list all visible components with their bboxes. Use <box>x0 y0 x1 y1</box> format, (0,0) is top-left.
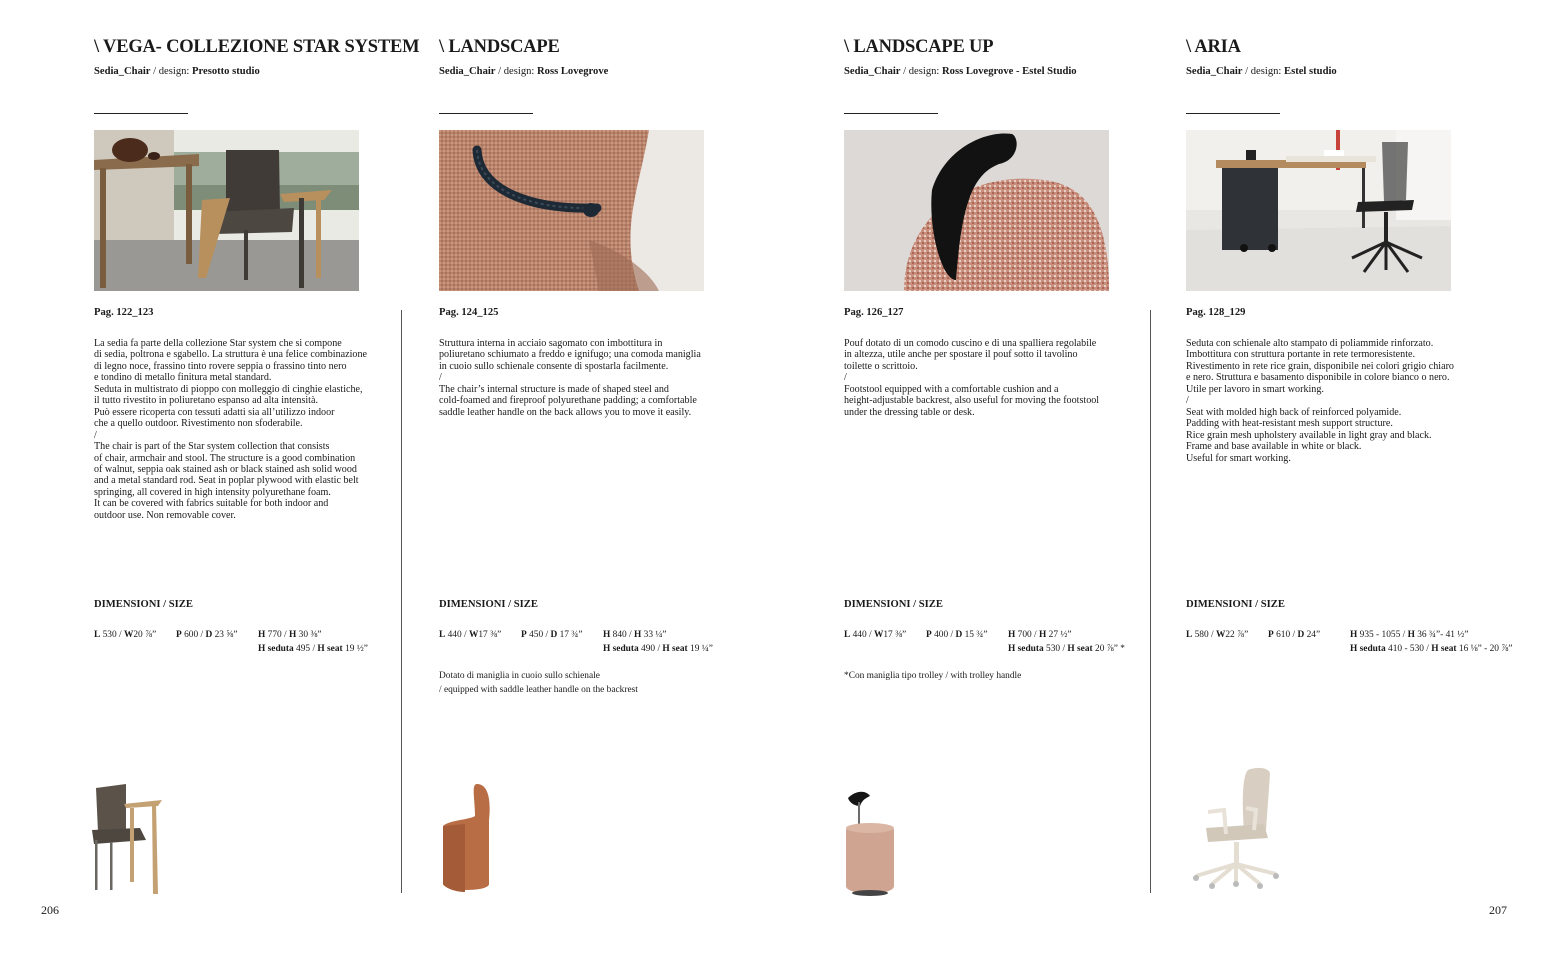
page-reference: Pag. 122_123 <box>94 307 154 318</box>
product-description <box>1186 338 1454 464</box>
column-divider <box>401 310 402 893</box>
page-number-left: 206 <box>41 903 59 917</box>
description-line: Footstool equipped with a comfortable cushion and a <box>844 383 1059 395</box>
dimension-height: H 700 / H 27 ½” H seduta 530 / H seat 20 ⅞” * <box>1008 630 1125 654</box>
description-line: e nero. Struttura e basamento disponibile in colore bianco o nero. <box>1186 372 1450 384</box>
product-type: Sedia_Chair <box>94 66 151 77</box>
dimension-height: H 840 / H 33 ¼” H seduta 490 / H seat 19 ¼” <box>603 630 713 654</box>
description-line: The chair is part of the Star system collection that consists <box>94 441 330 453</box>
product-photo <box>844 130 1109 291</box>
dimensions-heading: DIMENSIONI / SIZE <box>439 599 538 610</box>
dimension-depth: P 450 / D 17 ¾” <box>521 630 583 640</box>
page-reference: Pag. 128_129 <box>1186 307 1246 318</box>
description-line: Può essere ricoperta con tessuti adatti sia all’utilizzo indoor <box>94 406 335 418</box>
description-line: / <box>94 429 97 441</box>
title-rule <box>439 113 533 114</box>
description-line: Rice grain mesh upholstery available in light gray and black. <box>1186 429 1432 441</box>
product-note <box>844 669 1021 683</box>
description-line: outdoor use. Non removable cover. <box>94 509 236 521</box>
product-column-landscape-up <box>844 0 1144 959</box>
description-line: height-adjustable backrest, also useful for moving the footstool <box>844 395 1100 407</box>
note-line: Dotato di maniglia in cuoio sullo schienale <box>439 671 600 681</box>
product-title: \ LANDSCAPE <box>439 37 560 57</box>
description-line: Seduta in multistrato di pioppo con molleggio di cinghie elastiche, <box>94 383 363 395</box>
description-line: il tutto rivestito in poliuretano espanso ad alta intensità. <box>94 395 318 407</box>
product-cutout-image <box>1186 764 1286 889</box>
title-rule <box>94 113 188 114</box>
description-line: Frame and base available in white or black. <box>1186 441 1362 453</box>
page-reference: Pag. 126_127 <box>844 307 904 318</box>
design-label: / design: <box>150 66 193 77</box>
dimension-length: L 440 / W17 ⅜” <box>844 630 907 640</box>
product-description <box>94 338 367 521</box>
dimensions-heading: DIMENSIONI / SIZE <box>94 599 193 610</box>
product-column-landscape <box>439 0 739 959</box>
product-description <box>439 338 701 418</box>
product-subtitle <box>94 66 260 77</box>
product-cutout-image <box>842 788 902 898</box>
description-line: La sedia fa parte della collezione Star system che si compone <box>94 338 342 349</box>
description-line: Struttura interna in acciaio sagomato con imbottitura in <box>439 338 663 349</box>
description-line: di sedia, poltrona e sgabello. La struttura è una felice combinazione <box>94 349 367 361</box>
designer-name: Estel studio <box>1284 66 1337 77</box>
description-line: / <box>844 372 847 384</box>
designer-name: Presotto studio <box>192 66 260 77</box>
product-title: \ LANDSCAPE UP <box>844 37 994 57</box>
design-label: / design: <box>900 66 943 77</box>
description-line: / <box>439 372 442 384</box>
designer-name: Ross Lovegrove - Estel Studio <box>942 66 1077 77</box>
product-cutout-image <box>86 778 176 898</box>
description-line: under the dressing table or desk. <box>844 406 975 418</box>
product-type: Sedia_Chair <box>439 66 496 77</box>
dimension-height: H 935 - 1055 / H 36 ¾”- 41 ½” H seduta 410 - 530 / H seat 16 ⅛” - 20 ⅞” <box>1350 630 1513 654</box>
description-line: The chair’s internal structure is made of shaped steel and <box>439 383 669 395</box>
product-type: Sedia_Chair <box>844 66 901 77</box>
description-line: toilette o scrittoio. <box>844 360 918 372</box>
design-label: / design: <box>495 66 538 77</box>
description-line: Utile per lavoro in smart working. <box>1186 383 1324 395</box>
designer-name: Ross Lovegrove <box>537 66 609 77</box>
dimension-length: L 580 / W22 ⅞” <box>1186 630 1249 640</box>
product-subtitle <box>1186 66 1337 77</box>
description-line: di legno noce, frassino tinto rovere seppia o frassino tinto nero <box>94 360 347 372</box>
title-rule <box>844 113 938 114</box>
description-line: in cuoio sullo schienale consente di spostarla facilmente. <box>439 360 669 372</box>
description-line: / <box>1186 395 1189 407</box>
dimensions-heading: DIMENSIONI / SIZE <box>1186 599 1285 610</box>
product-subtitle <box>439 66 608 77</box>
product-column-aria <box>1186 0 1526 959</box>
product-photo <box>94 130 359 291</box>
description-line: Rivestimento in rete rice grain, disponibile nei colori grigio chiaro <box>1186 360 1454 372</box>
product-column-vega <box>94 0 420 959</box>
description-line: Pouf dotato di un comodo cuscino e di una spalliera regolabile <box>844 338 1097 349</box>
column-divider <box>1150 310 1151 893</box>
dimension-depth: P 610 / D 24” <box>1268 630 1321 640</box>
description-line: of chair, armchair and stool. The structure is a good combination <box>94 452 356 464</box>
description-line: and a metal standard rod. Seat in poplar plywood with elastic belt <box>94 475 359 487</box>
product-type: Sedia_Chair <box>1186 66 1243 77</box>
design-label: / design: <box>1242 66 1285 77</box>
product-note <box>439 669 638 697</box>
description-line: It can be covered with fabrics suitable for both indoor and <box>94 498 329 510</box>
product-cutout-image <box>439 780 499 895</box>
product-title: \ ARIA <box>1186 37 1241 57</box>
title-rule <box>1186 113 1280 114</box>
description-line: springing, all covered in high intensity polyurethane foam. <box>94 486 331 498</box>
description-line: Padding with heat-resistant mesh support structure. <box>1186 418 1393 430</box>
description-line: saddle leather handle on the back allows you to move it easily. <box>439 406 692 418</box>
description-line: in altezza, utile anche per spostare il pouf sotto il tavolino <box>844 349 1078 361</box>
page-number-right: 207 <box>1489 903 1507 917</box>
description-line: e tondino di metallo finitura metal standard. <box>94 372 272 384</box>
description-line: Imbottitura con struttura portante in rete termoresistente. <box>1186 349 1415 361</box>
dimension-length: L 530 / W20 ⅞” <box>94 630 157 640</box>
description-line: Useful for smart working. <box>1186 452 1291 464</box>
dimension-depth: P 400 / D 15 ¾” <box>926 630 988 640</box>
product-photo <box>1186 130 1451 291</box>
product-description <box>844 338 1099 418</box>
product-title: \ VEGA- COLLEZIONE STAR SYSTEM <box>94 37 420 57</box>
product-photo <box>439 130 704 291</box>
description-line: Seat with molded high back of reinforced polyamide. <box>1186 406 1402 418</box>
description-line: of walnut, seppia oak stained ash or black stained ash solid wood <box>94 463 357 475</box>
dimension-length: L 440 / W17 ⅜” <box>439 630 502 640</box>
dimensions-heading: DIMENSIONI / SIZE <box>844 599 943 610</box>
dimension-depth: P 600 / D 23 ⅝” <box>176 630 238 640</box>
product-subtitle <box>844 66 1077 77</box>
note-line: *Con maniglia tipo trolley / with trolley handle <box>844 671 1022 681</box>
dimension-height: H 770 / H 30 ⅜” H seduta 495 / H seat 19 ½” <box>258 630 368 654</box>
description-line: che a quello outdoor. Rivestimento non sfoderabile. <box>94 418 303 430</box>
description-line: poliuretano schiumato a freddo e ignifugo; una comoda maniglia <box>439 349 701 361</box>
description-line: Seduta con schienale alto stampato di poliammide rinforzato. <box>1186 338 1434 349</box>
note-line: / equipped with saddle leather handle on the backrest <box>439 685 638 695</box>
page-reference: Pag. 124_125 <box>439 307 499 318</box>
description-line: cold-foamed and fireproof polyurethane padding; a comfortable <box>439 395 697 407</box>
